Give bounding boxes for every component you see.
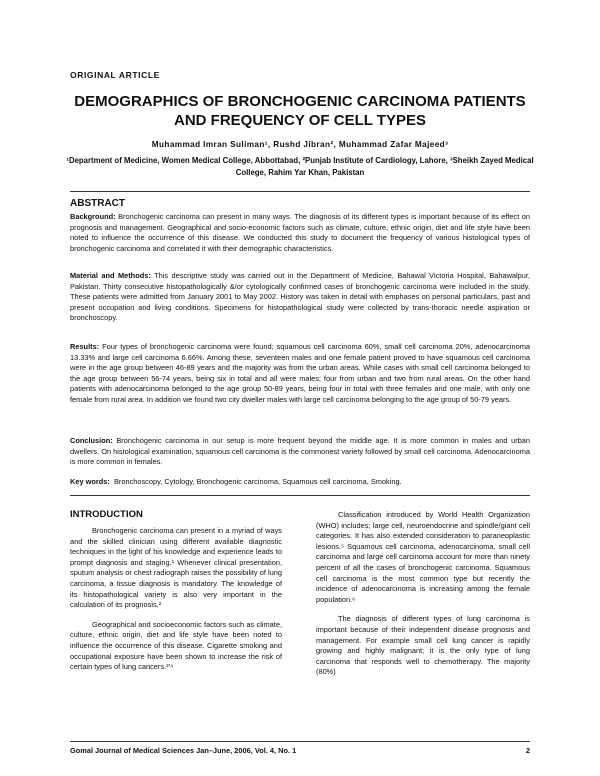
results-text: Four types of bronchogenic carcinoma were found; squamous cell carcinoma 60%, small cell carcinoma 20%, adenocarcinoma 13.33% and large cell carcinoma 6.66%. Among these, seventeen males and one female patient proved to have squamous cell carcinoma were in the age group between 46-89 years and the majority was from the urban areas. While cases with small cell carcinoma belonged to the age group between 56-74 years, being six in total and all were males; four from urban and two from rural areas. On the other hand patients with adenocarcinoma belonged to the age group 50-89 years, being four in total with three females and one male, with only one female from rural area. In addition we found two city dweller males with large cell carcinoma belonging to the age group of 50-79 years. (70, 342, 530, 404)
left-column (70, 526, 282, 682)
abstract-conclusion (70, 436, 530, 468)
intro-paragraph: Classification introduced by World Health Organization (WHO) includes; large cell, neuroendocrine and spindle/giant cell categories. It has also extended consideration to paraneoplastic lesions.⁵ Squamous cell carcinoma, adenocarcinoma, small cell carcinoma and large cell carcinoma account for more than ninety percent of all the cases of bronchogenic carcinoma. Squamous cell carcinoma is the most common type but recently the incidence of adenocarcinoma is increasing among the female population.⁶ (316, 510, 530, 604)
author-list: Muhammad Imran Suliman¹, Rushd Jibran², Muhammad Zafar Majeed³ (151, 140, 449, 149)
article-title: DEMOGRAPHICS OF BRONCHOGENIC CARCINOMA PATIENTS AND FREQUENCY OF CELL TYPES (74, 93, 526, 129)
top-divider (70, 191, 530, 192)
intro-paragraph: Bronchogenic carcinoma can present in a myriad of ways and the skilled clinician using different available diagnostic techniques in the light of his knowledge and experience leads to prompt diagnosis and staging.¹ Whenever clinical presentation, sputum analysis or chest radiograph raises the possibility of lung carcinoma, a tissue diagnosis is mandatory. The knowledge of its histopathological variety is also very important in the calculation of its prognosis.² (70, 526, 282, 610)
background-text: Bronchogenic carcinoma can present in many ways. The diagnosis of its different types is important because of its effect on prognosis and management. Geographical and socio-economic factors such as climate, culture, ethnic origin, diet and life style have been noted to influence the occurrence of this disease. We conducted this study to document the frequency of various histological types of bronchogenic carcinoma and correlated it with their demographic characteristics. (70, 212, 530, 253)
conclusion-text: Bronchogenic carcinoma in our setup is more frequent beyond the middle age. It is more common in males and urban dwellers. On histological examination, squamous cell carcinoma is the commonest variety followed by small cell carcinoma. Adenocarcinoma is more common in females. (70, 436, 531, 467)
journal-citation: Gomal Journal of Medical Sciences Jan–June, 2006, Vol. 4, No. 1 (70, 746, 297, 755)
footer-divider (70, 741, 530, 742)
introduction-heading: INTRODUCTION (70, 509, 143, 520)
right-column (316, 510, 530, 687)
background-label: Background: (70, 212, 116, 221)
methods-label: Material and Methods: (70, 271, 151, 280)
keywords (70, 477, 530, 486)
abstract-background (70, 212, 530, 254)
results-label: Results: (70, 342, 100, 351)
conclusion-label: Conclusion: (70, 436, 113, 445)
article-type: ORIGINAL ARTICLE (70, 70, 160, 80)
keywords-text: Bronchoscopy, Cytology, Bronchogenic carcinoma, Squamous cell carcinoma, Smoking. (113, 477, 402, 486)
keywords-label: Key words: (70, 477, 110, 486)
abstract-methods (70, 271, 530, 324)
page-number: 2 (525, 746, 530, 755)
intro-paragraph: Geographical and socioeconomic factors such as climate, culture, ethnic origin, diet and life style have been noted to influence the occurrence of this disease. Cigarette smoking and occupational exposure have been shown to increase the risk of certain types of lung cancers.³'⁴ (70, 619, 282, 672)
methods-text: This descriptive study was carried out in the Department of Medicine, Bahawal Victoria Hospital, Bahawalpur, Pakistan. Thirty consecutive histopathologically &/or cytologically confirmed cases of bronchogenic carcinoma were included in the study. These patients were admitted from January 2001 to May 2002. History was taken in detail with emphases on personal particulars, past and present occupation and living conditions. Specimens for histopathological study were collected by trans-thoracic needle aspiration or bronchoscopy. (70, 271, 530, 323)
abstract-heading: ABSTRACT (70, 198, 125, 209)
abstract-results (70, 342, 530, 406)
abstract-divider (70, 495, 530, 496)
affiliations: ¹Department of Medicine, Women Medical College, Abbottabad, ²Punjab Institute of Cardiology, Lahore, ³Sheikh Zayed Medical College, Rahim Yar Khan, Pakistan (66, 156, 534, 177)
intro-paragraph: The diagnosis of different types of lung carcinoma is important because of their independent disease prognosis and management. For example small cell lung cancer is rapidly growing and highly malignant; it is the only type of lung carcinoma that responds well to chemotherapy. The majority (80%) (316, 614, 530, 677)
page-footer (70, 746, 530, 755)
